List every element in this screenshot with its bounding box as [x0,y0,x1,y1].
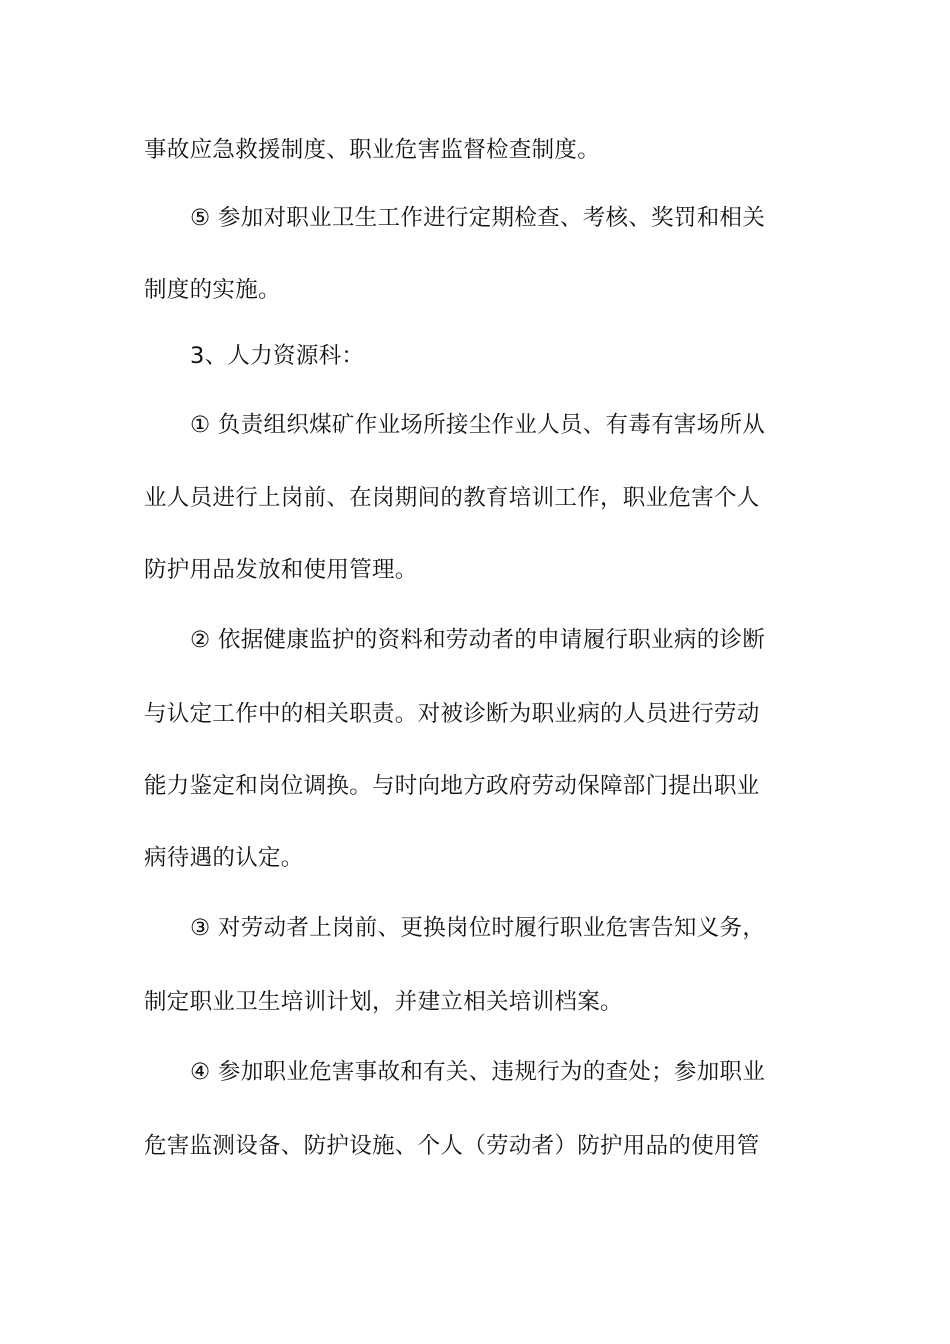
paragraph-line: 病待遇的认定。 [144,845,304,871]
paragraph-line: 事故应急救援制度、职业危害监督检查制度。 [144,137,601,163]
paragraph-line: 与认定工作中的相关职责。对被诊断为职业病的人员进行劳动 [144,701,760,727]
paragraph-line: 业人员进行上岗前、在岗期间的教育培训工作，职业危害个人 [144,485,760,511]
paragraph-line: ④ 参加职业危害事故和有关、违规行为的查处；参加职业 [190,1059,766,1085]
paragraph-line: 制定职业卫生培训计划，并建立相关培训档案。 [144,989,623,1015]
paragraph-line: 能力鉴定和岗位调换。与时向地方政府劳动保障部门提出职业 [144,773,760,799]
section-heading: 3、人力资源科： [190,343,365,369]
paragraph-line: ② 依据健康监护的资料和劳动者的申请履行职业病的诊断 [190,627,766,653]
paragraph-line: ① 负责组织煤矿作业场所接尘作业人员、有毒有害场所从 [190,412,766,438]
paragraph-line: 危害监测设备、防护设施、个人（劳动者）防护用品的使用管 [144,1133,760,1159]
paragraph-line: 制度的实施。 [144,277,281,303]
paragraph-line: 防护用品发放和使用管理。 [144,557,418,583]
paragraph-line: ⑤ 参加对职业卫生工作进行定期检查、考核、奖罚和相关 [190,205,766,231]
paragraph-line: ③ 对劳动者上岗前、更换岗位时履行职业危害告知义务， [190,915,766,941]
